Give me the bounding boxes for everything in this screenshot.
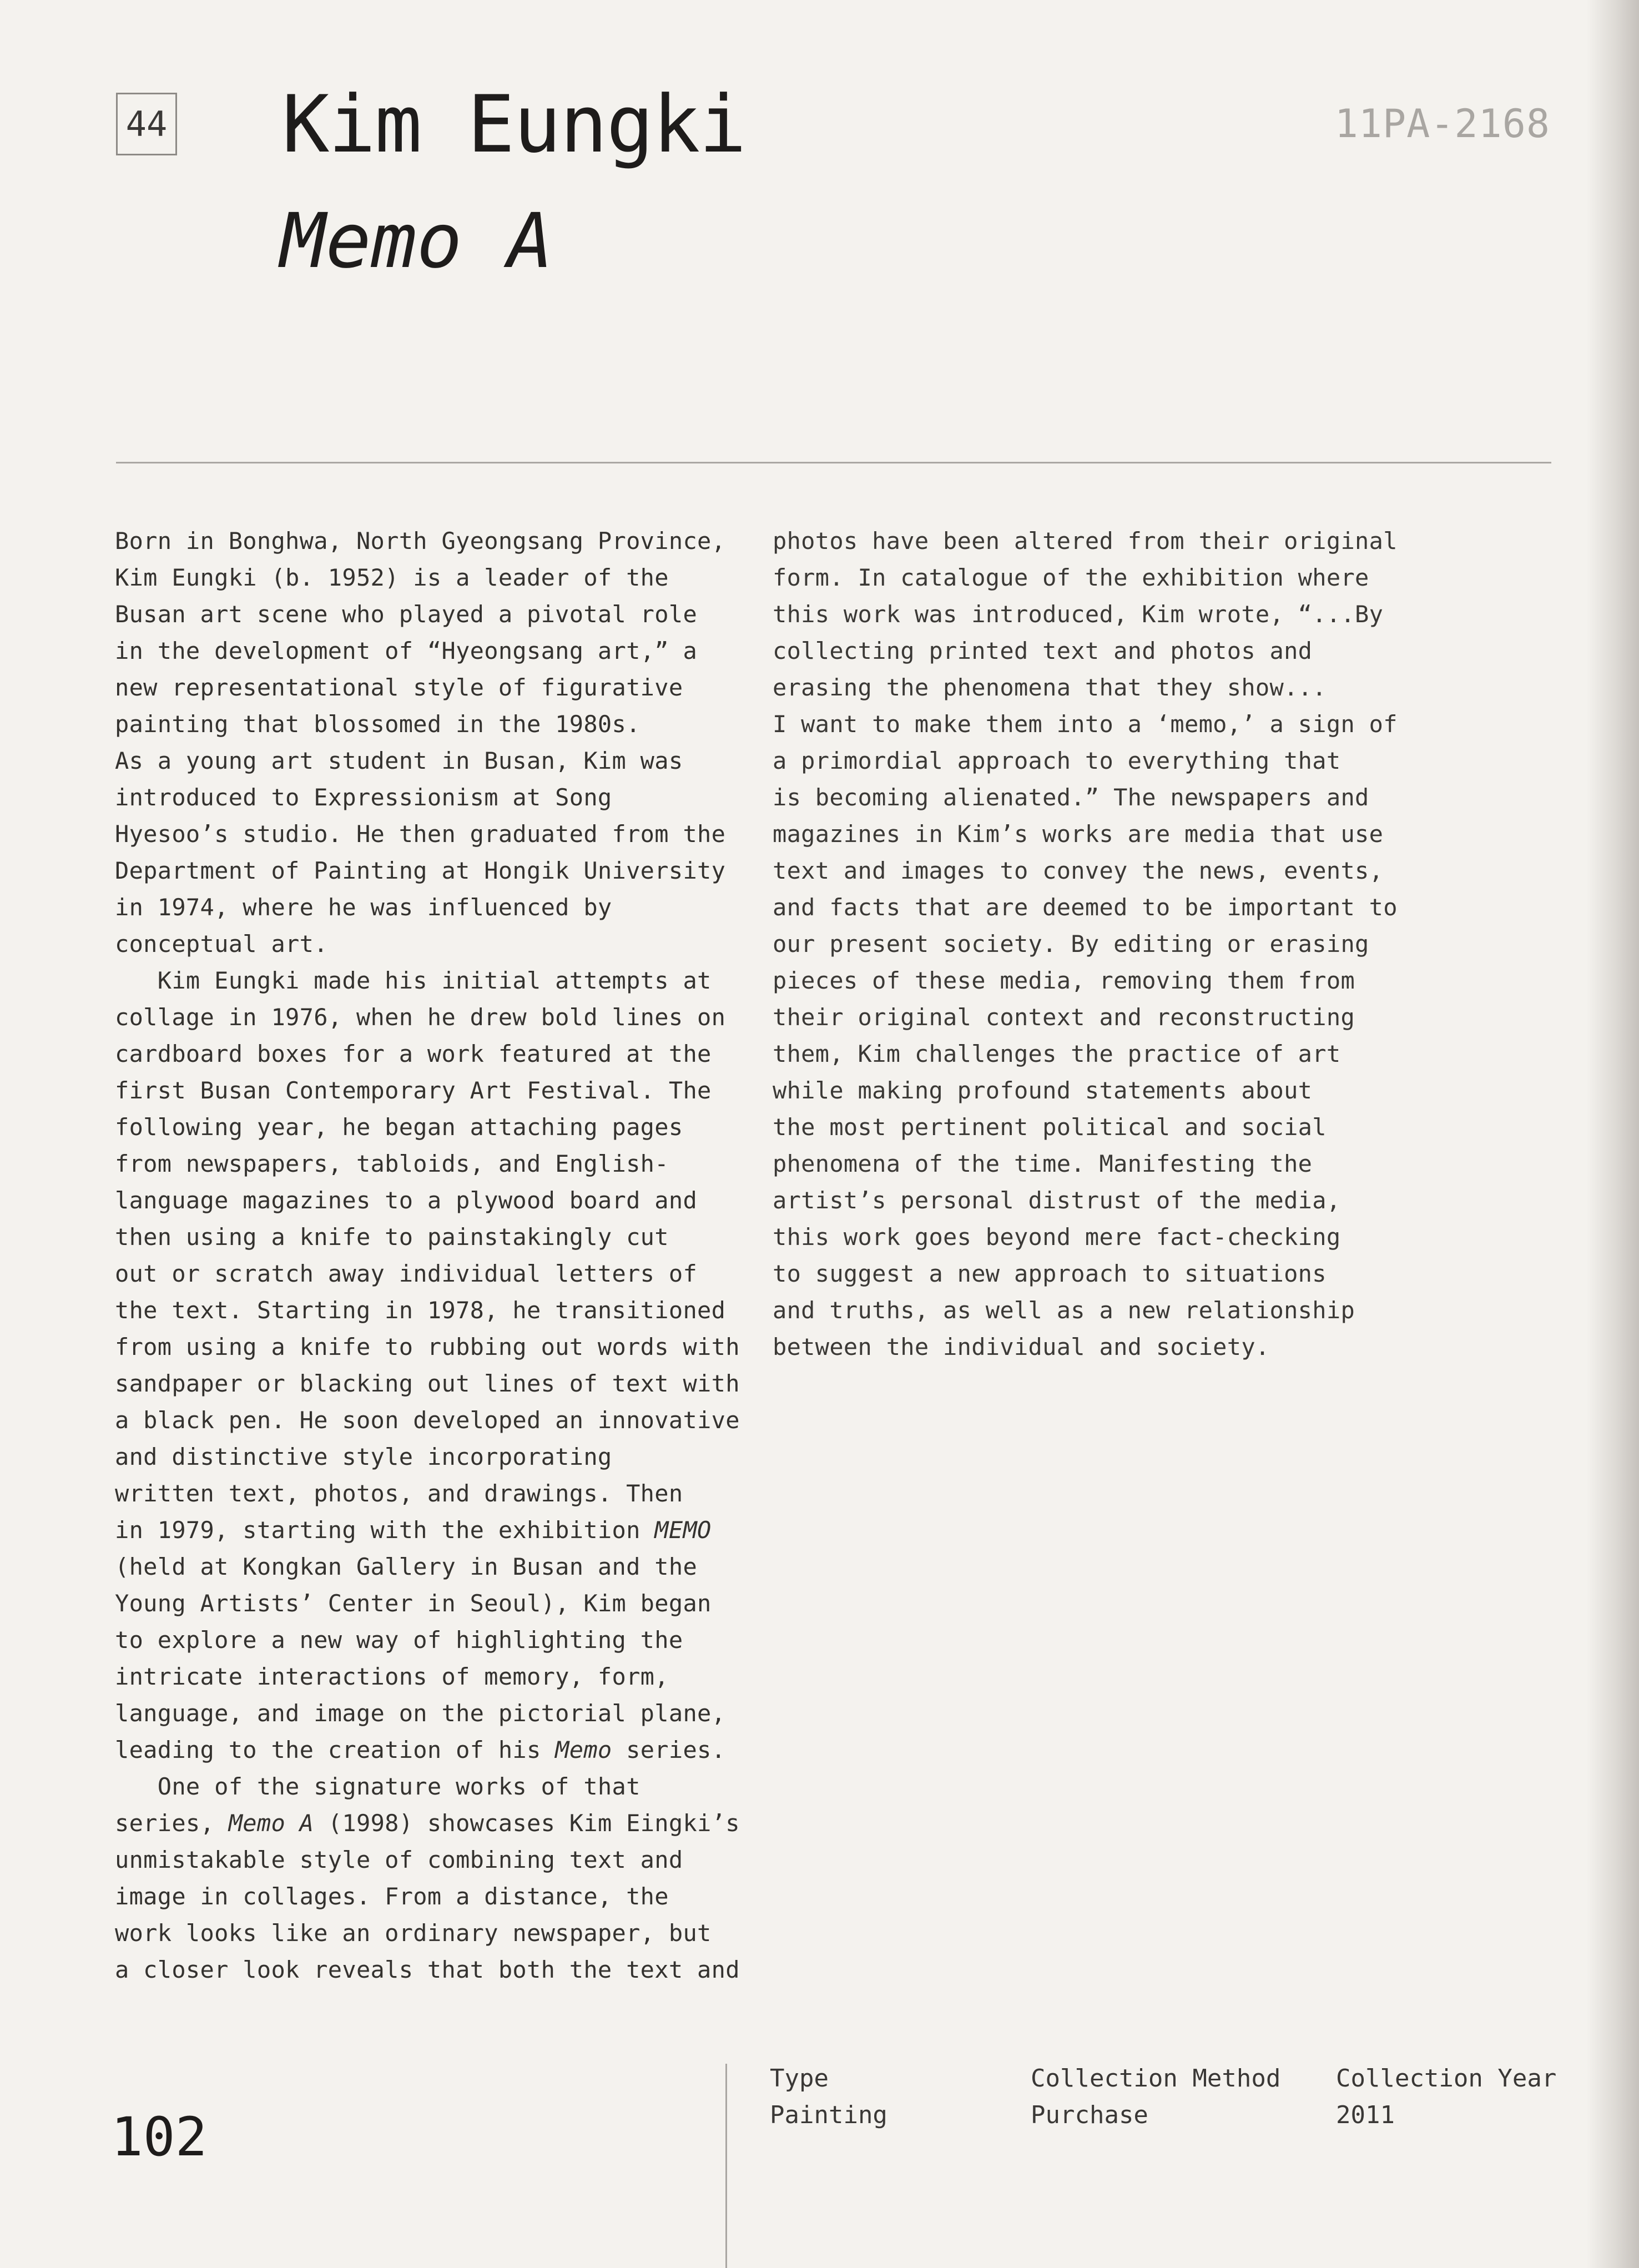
text-line: phenomena of the time. Manifesting the (773, 1150, 1313, 1177)
meta-method-label: Collection Method (1031, 2064, 1281, 2093)
text-line: erasing the phenomena that they show... (773, 674, 1327, 701)
artist-name: Kim Eungki (282, 79, 745, 170)
text-line: the text. Starting in 1978, he transitioned (115, 1297, 726, 1324)
meta-type-value: Painting (770, 2101, 887, 2129)
text-line (115, 1732, 737, 1768)
text-line (115, 1512, 737, 1549)
body-left-column (115, 523, 740, 1988)
text-line: them, Kim challenges the practice of art (773, 1040, 1341, 1067)
italic-title: Memo A (228, 1810, 314, 1837)
text-line: their original context and reconstructing (773, 1004, 1355, 1031)
work-title: Memo A (280, 198, 553, 285)
text-line: out or scratch away individual letters of (115, 1260, 698, 1287)
text-line: painting that blossomed in the 1980s. (115, 710, 641, 738)
text-fragment: series, (115, 1810, 229, 1837)
text-fragment: (1998) showcases Kim Eingki’s (314, 1810, 740, 1837)
meta-type-label: Type (770, 2064, 829, 2093)
text-line: while making profound statements about (773, 1077, 1313, 1104)
text-line: to explore a new way of highlighting the (115, 1626, 683, 1654)
text-line: unmistakable style of combining text and (115, 1846, 683, 1873)
text-line: sandpaper or blacking out lines of text with (115, 1370, 740, 1397)
text-line: is becoming alienated.” The newspapers and (773, 784, 1369, 811)
text-line: between the individual and society. (773, 1333, 1270, 1360)
italic-title: Memo (555, 1736, 612, 1763)
text-fragment: series. (612, 1736, 726, 1763)
text-line: in the development of “Hyeongsang art,” a (115, 637, 698, 664)
text-line: conceptual art. (115, 930, 328, 957)
body-right-column (773, 523, 1411, 1365)
text-line: Department of Painting at Hongik University (115, 857, 726, 884)
text-line: (held at Kongkan Gallery in Busan and the (115, 1553, 698, 1580)
text-line: work looks like an ordinary newspaper, but (115, 1919, 712, 1947)
meta-collection-year (1336, 2060, 1556, 2134)
text-line: a black pen. He soon developed an innovative (115, 1407, 740, 1434)
meta-year-value: 2011 (1336, 2101, 1395, 2129)
page-number: 102 (111, 2106, 208, 2168)
text-line: a closer look reveals that both the text and (115, 1956, 740, 1983)
meta-year-label: Collection Year (1336, 2064, 1557, 2093)
text-line: written text, photos, and drawings. Then (115, 1480, 683, 1507)
text-line: language, and image on the pictorial plane, (115, 1700, 726, 1727)
text-line: introduced to Expressionism at Song (115, 784, 612, 811)
header-divider (116, 462, 1551, 463)
text-line: One of the signature works of that (115, 1773, 641, 1800)
text-fragment: in 1979, starting with the exhibition (115, 1516, 655, 1544)
text-fragment: leading to the creation of his (115, 1736, 556, 1763)
text-line: from newspapers, tabloids, and English- (115, 1150, 669, 1177)
text-line: text and images to convey the news, events, (773, 857, 1384, 884)
text-line: intricate interactions of memory, form, (115, 1663, 669, 1690)
text-line: this work was introduced, Kim wrote, “...By (773, 601, 1384, 628)
text-line: from using a knife to rubbing out words with (115, 1333, 740, 1360)
text-line: Kim Eungki made his initial attempts at (115, 967, 712, 994)
text-line: Kim Eungki (b. 1952) is a leader of the (115, 564, 669, 591)
text-line: to suggest a new approach to situations (773, 1260, 1327, 1287)
text-line: a primordial approach to everything that (773, 747, 1341, 774)
page-edge-shadow (1586, 0, 1639, 2268)
text-line: then using a knife to painstakingly cut (115, 1223, 669, 1251)
text-line: first Busan Contemporary Art Festival. The (115, 1077, 712, 1104)
catalog-number: 11PA-2168 (1334, 101, 1550, 147)
meta-collection-method (1031, 2060, 1280, 2134)
italic-title: MEMO (654, 1516, 712, 1544)
text-line: new representational style of figurative (115, 674, 683, 701)
text-line: photos have been altered from their original (773, 527, 1398, 555)
text-line: and distinctive style incorporating (115, 1443, 612, 1470)
footer-divider (725, 2064, 727, 2268)
text-line: in 1974, where he was influenced by (115, 894, 612, 921)
text-line: Born in Bonghwa, North Gyeongsang Province, (115, 527, 726, 555)
text-line: I want to make them into a ‘memo,’ a sign of (773, 710, 1398, 738)
entry-number-badge: 44 (116, 93, 177, 155)
text-line: and truths, as well as a new relationship (773, 1297, 1355, 1324)
text-line: Young Artists’ Center in Seoul), Kim began (115, 1590, 712, 1617)
text-line: artist’s personal distrust of the media, (773, 1187, 1341, 1214)
text-line: language magazines to a plywood board and (115, 1187, 698, 1214)
text-line: As a young art student in Busan, Kim was (115, 747, 683, 774)
text-line: cardboard boxes for a work featured at the (115, 1040, 712, 1067)
text-line: magazines in Kim’s works are media that use (773, 820, 1384, 848)
text-line: Hyesoo’s studio. He then graduated from the (115, 820, 726, 848)
text-line: pieces of these media, removing them from (773, 967, 1355, 994)
text-line: the most pertinent political and social (773, 1113, 1327, 1141)
text-line: following year, he began attaching pages (115, 1113, 683, 1141)
text-line (115, 1805, 740, 1842)
text-line: this work goes beyond mere fact-checking (773, 1223, 1341, 1251)
text-line: collecting printed text and photos and (773, 637, 1313, 664)
text-line: Busan art scene who played a pivotal role (115, 601, 698, 628)
meta-type (770, 2060, 887, 2134)
text-line: our present society. By editing or erasing (773, 930, 1369, 957)
meta-method-value: Purchase (1031, 2101, 1148, 2129)
text-line: form. In catalogue of the exhibition where (773, 564, 1369, 591)
text-line: and facts that are deemed to be important to (773, 894, 1398, 921)
text-line: collage in 1976, when he drew bold lines on (115, 1004, 726, 1031)
text-line: image in collages. From a distance, the (115, 1883, 669, 1910)
